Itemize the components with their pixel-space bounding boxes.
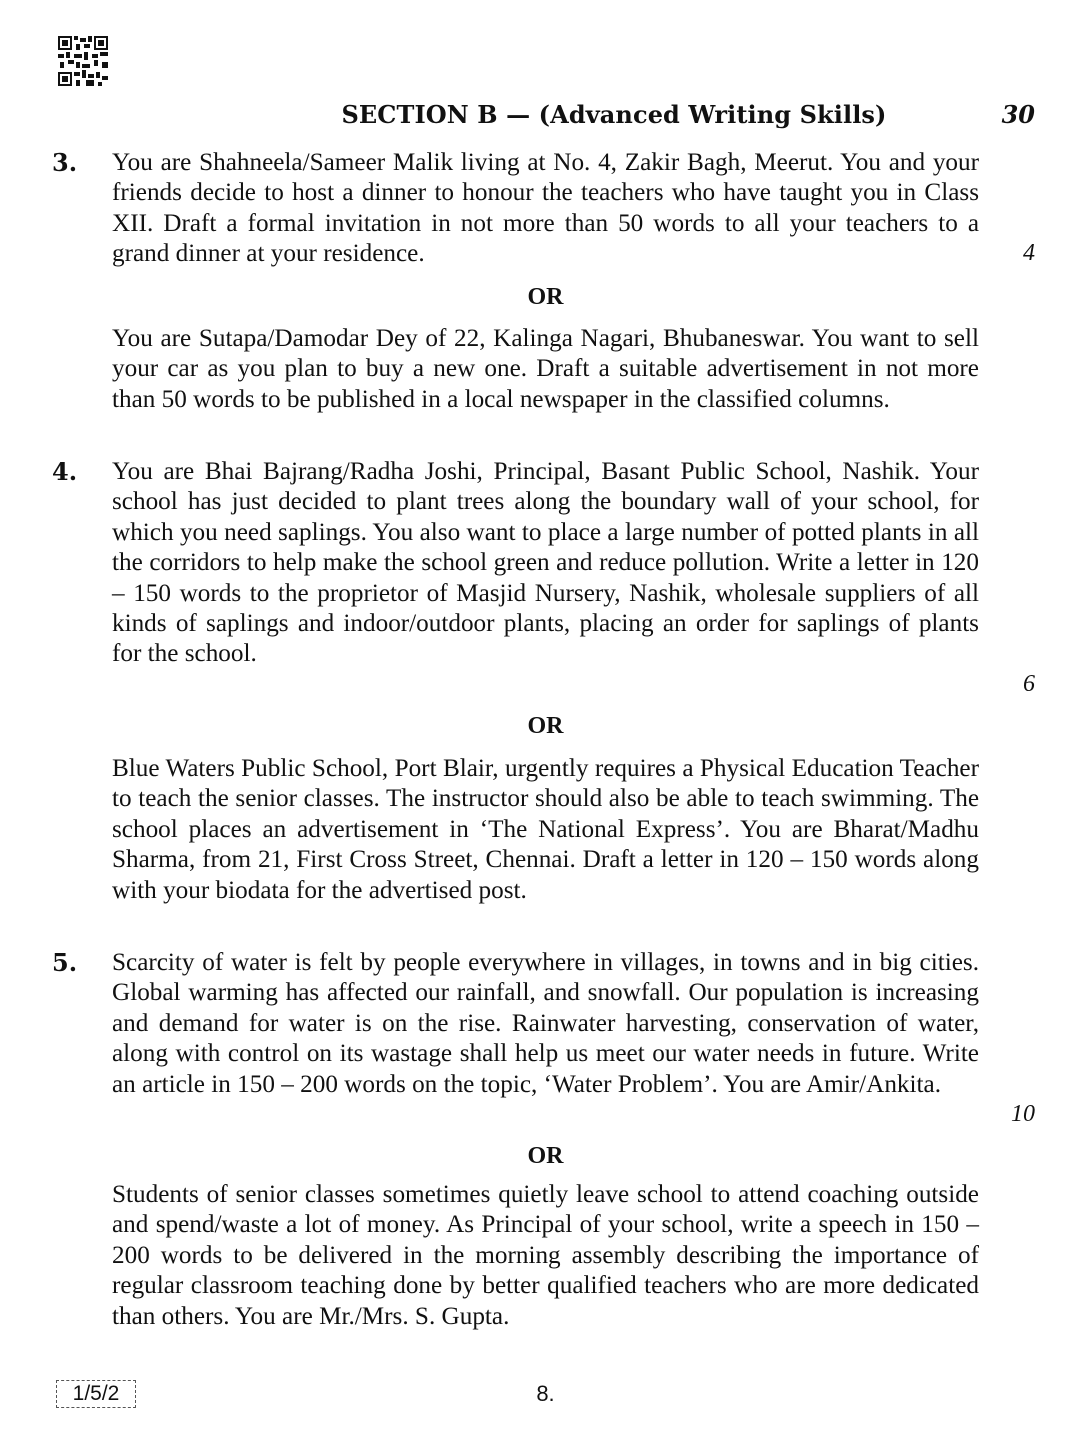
question-marks: 10 [1011, 1101, 1035, 1127]
question-marks: 6 [1023, 671, 1035, 697]
or-label: OR [527, 713, 564, 739]
qr-code-icon [58, 36, 108, 86]
alternative-question-text: Students of senior classes sometimes quietly leave school to attend coaching outside and spend/waste a lot of money. As Principal of your school, write a speech in 150 – 200 words to be delivered in the morning assembly describing the importance of regular classroom teaching done by better qualified teachers who are more dedicated than others. You are Mr./Mrs. S. Gupta. [112, 1181, 979, 1330]
section-marks: 30 [1001, 100, 1035, 129]
question-text: You are Shahneela/Sameer Malik living at No. 4, Zakir Bagh, Meerut. You and your friends decide to host a dinner to honour the teachers who have taught you in Class XII. Draft a formal invitation in not more than 50 words to all your teachers to a grand dinner at your residence. [112, 149, 979, 268]
paper-code: 1/5/2 [56, 1380, 136, 1408]
alternative-question-text: Blue Waters Public School, Port Blair, urgently requires a Physical Education Teacher to teach the senior classes. The instructor should also be able to teach swimming. The school places an advertisement in ‘The National Express’. You are Bharat/Madhu Sharma, from 21, First Cross Street, Chennai. Draft a letter in 120 – 150 words along with your biodata for the advertised post. [112, 755, 979, 904]
question-text: Scarcity of water is felt by people everywhere in villages, in towns and in big cities. Global warming has affected our rainfall, and snowfall. Our population is increasing and demand for water is on the rise. Rainwater harvesting, conservation of water, along with control on its wastage shall help us meet our water needs in future. Write an article in 150 – 200 words on the topic, ‘Water Problem’. You are Amir/Ankita. [112, 949, 979, 1098]
page-number: 8. [536, 1381, 555, 1406]
or-label: OR [527, 1143, 564, 1169]
question-number: 4. [52, 457, 78, 486]
alternative-question-text: You are Sutapa/Damodar Dey of 22, Kalinga Nagari, Bhubaneswar. You want to sell your car as you plan to buy a new one. Draft a suitable advertisement in not more than 50 words to be published in a local newspaper in the classified columns. [112, 325, 979, 413]
question-marks: 4 [1023, 240, 1035, 266]
question-number: 3. [52, 148, 78, 177]
question-number: 5. [52, 948, 78, 977]
question-text: You are Bhai Bajrang/Radha Joshi, Principal, Basant Public School, Nashik. Your school has just decided to plant trees along the boundary wall of your school, for which you need saplings. You also want to place a large number of potted plants in all the corridors to help make the school green and reduce pollution. Write a letter in 120 – 150 words to the proprietor of Masjid Nursery, Nashik, wholesale suppliers of all kinds of saplings and indoor/outdoor plants, placing an order for saplings of plants for the school. [112, 458, 979, 668]
or-label: OR [527, 284, 564, 310]
section-title: SECTION B — (Advanced Writing Skills) [341, 100, 887, 129]
